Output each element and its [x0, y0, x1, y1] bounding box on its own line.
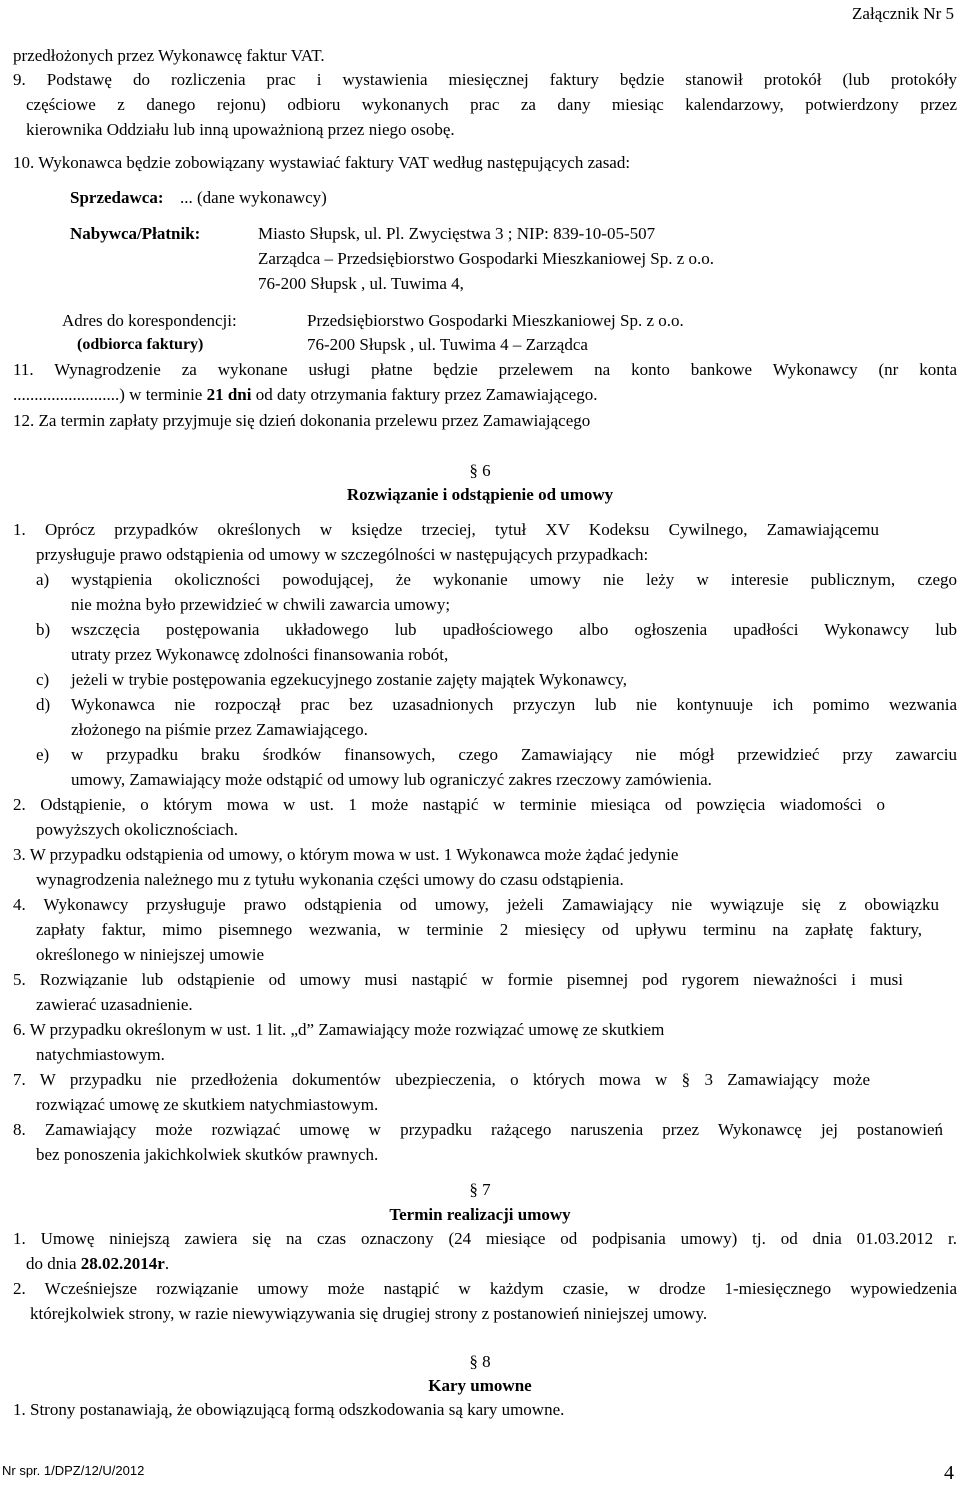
- paragraph-9-line-2: częściowe z danego rejonu) odbioru wykonanych prac za dany miesiąc kalendarzowy, potwierdzony przez: [26, 95, 957, 114]
- item-b-line-1: wszczęcia postępowania układowego lub upadłościowego albo ogłoszenia upadłości Wykonawcy lub: [71, 620, 957, 639]
- s6-point-4-line-3: określonego w niniejszej umowie: [36, 945, 265, 964]
- page-number: 4: [944, 1462, 954, 1484]
- item-b-line-2: utraty przez Wykonawcę zdolności finansowania robót,: [71, 645, 449, 664]
- footer-reference: Nr spr. 1/DPZ/12/U/2012: [2, 1463, 145, 1478]
- item-d-line-1: Wykonawca nie rozpoczął prac bez uzasadnionych przyczyn lub nie kontynuuje ich pomimo wezwania: [71, 695, 957, 714]
- s6-point-7-line-1: 7. W przypadku nie przedłożenia dokumentów ubezpieczenia, o których mowa w § 3 Zamawiający może: [13, 1070, 870, 1089]
- paragraph-11-line-2: [13, 383, 597, 408]
- buyer-line-2: Zarządca – Przedsiębiorstwo Gospodarki Mieszkaniowej Sp. z o.o.: [258, 249, 715, 268]
- section-7-number: § 7: [469, 1180, 491, 1199]
- s6-point-5-line-1: 5. Rozwiązanie lub odstąpienie od umowy musi nastąpić w formie pisemnej pod rygorem nieważności i musi: [13, 970, 903, 989]
- text: .: [164, 1254, 170, 1273]
- text: od daty otrzymania faktury przez Zamawiającego.: [251, 385, 598, 404]
- section-8-number: § 8: [469, 1352, 491, 1371]
- s7-p1-line-2: [26, 1252, 169, 1277]
- s6-point-4-line-1: 4. Wykonawcy przysługuje prawo odstąpienia od umowy, jeżeli Zamawiający nie wywiązuje się z obowiązku: [13, 895, 939, 914]
- paragraph-9-line-3: kierownika Oddziału lub inną upoważnioną przez niego osobę.: [26, 120, 455, 139]
- item-a-line-2: nie można było przewidzieć w chwili zawarcia umowy;: [71, 595, 451, 614]
- attachment-label: Załącznik Nr 5: [852, 4, 954, 23]
- paragraph-9-line-1: 9. Podstawę do rozliczenia prac i wystawienia miesięcznej faktury będzie stanowił protokół (lub protokóły: [13, 70, 957, 89]
- seller-value: ... (dane wykonawcy): [180, 188, 327, 207]
- item-c-line-1: jeżeli w trybie postępowania egzekucyjnego zostanie zajęty majątek Wykonawcy,: [71, 670, 627, 689]
- section-6-title: Rozwiązanie i odstąpienie od umowy: [346, 485, 614, 504]
- paragraph-10: 10. Wykonawca będzie zobowiązany wystawiać faktury VAT według następujących zasad:: [13, 153, 631, 172]
- s6-point-7-line-2: rozwiązać umowę ze skutkiem natychmiastowym.: [36, 1095, 379, 1114]
- seller-label: Sprzedawca:: [70, 188, 164, 207]
- s6-point-8-line-2: bez ponoszenia jakichkolwiek skutków prawnych.: [36, 1145, 379, 1164]
- section-7-title: Termin realizacji umowy: [389, 1205, 571, 1224]
- s6-point-8-line-1: 8. Zamawiający może rozwiązać umowę w przypadku rażącego naruszenia przez Wykonawcę jej postanowień: [13, 1120, 943, 1139]
- item-e-line-1: w przypadku braku środków finansowych, czego Zamawiający nie mógł przewidzieć przy zawarciu: [71, 745, 957, 764]
- s6-point-3-line-1: 3. W przypadku odstąpienia od umowy, o którym mowa w ust. 1 Wykonawca może żądać jedynie: [13, 845, 679, 864]
- dots: .........................: [13, 385, 120, 404]
- s6-point-6-line-2: natychmiastowym.: [36, 1045, 165, 1064]
- s6-point-2-line-1: 2. Odstąpienie, o którym mowa w ust. 1 może nastąpić w terminie miesiąca od powzięcia wiadomości o: [13, 795, 885, 814]
- payment-days: 21 dni: [206, 385, 252, 404]
- section-6-number: § 6: [469, 461, 491, 480]
- buyer-label: Nabywca/Płatnik:: [70, 224, 201, 243]
- s6-point-3-line-2: wynagrodzenia należnego mu z tytułu wykonania części umowy do czasu odstąpienia.: [36, 870, 624, 889]
- text-line: przedłożonych przez Wykonawcę faktur VAT.: [13, 46, 325, 65]
- s7-p1-line-1: 1. Umowę niniejszą zawiera się na czas oznaczony (24 miesiące od podpisania umowy) tj. od dnia 01.03.2012 r.: [13, 1229, 957, 1248]
- buyer-line-3: 76-200 Słupsk , ul. Tuwima 4,: [258, 274, 464, 293]
- s8-p1: 1. Strony postanawiają, że obowiązującą formą odszkodowania są kary umowne.: [13, 1400, 565, 1419]
- s7-p2-line-2: którejkolwiek strony, w razie niewywiązywania się drugiej strony z postanowień niniejszej umowy.: [30, 1304, 708, 1323]
- item-e-line-2: umowy, Zamawiający może odstąpić od umowy lub ograniczyć zakres rzeczowy zamówienia.: [71, 770, 712, 789]
- item-d-label: d): [36, 695, 51, 714]
- s6-point-2-line-2: powyższych okolicznościach.: [36, 820, 239, 839]
- paragraph-11-line-1: 11. Wynagrodzenie za wykonane usługi płatne będzie przelewem na konto bankowe Wykonawcy (nr konta: [13, 360, 957, 379]
- buyer-line-1: Miasto Słupsk, ul. Pl. Zwycięstwa 3 ; NIP: 839-10-05-507: [258, 224, 656, 243]
- address-label: Adres do korespondencji:: [62, 311, 237, 330]
- section-8-title: Kary umowne: [428, 1376, 532, 1395]
- item-e-label: e): [36, 745, 50, 764]
- item-b-label: b): [36, 620, 51, 639]
- s6-point-4-line-2: zapłaty faktur, mimo pisemnego wezwania, w terminie 2 miesięcy od upływu terminu na zapłatę faktury,: [36, 920, 922, 939]
- s6-point-6-line-1: 6. W przypadku określonym w ust. 1 lit. „d” Zamawiający może rozwiązać umowę ze skutkiem: [13, 1020, 665, 1039]
- address-line-1: Przedsiębiorstwo Gospodarki Mieszkaniowej Sp. z o.o.: [307, 311, 684, 330]
- item-c-label: c): [36, 670, 50, 689]
- item-d-line-2: złożonego na piśmie przez Zamawiającego.: [71, 720, 368, 739]
- item-a-label: a): [36, 570, 50, 589]
- item-a-line-1: wystąpienia okoliczności powodującej, że wykonanie umowy nie leży w interesie publicznym, czego: [71, 570, 957, 589]
- s6-p1-line-2: przysługuje prawo odstąpienia od umowy w szczególności w następujących przypadkach:: [36, 545, 649, 564]
- address-sublabel: (odbiorca faktury): [77, 336, 204, 353]
- s6-p1-line-1: 1. Oprócz przypadków określonych w księdze trzeciej, tytuł XV Kodeksu Cywilnego, Zamawiającemu: [13, 520, 879, 539]
- address-line-2: 76-200 Słupsk , ul. Tuwima 4 – Zarządca: [307, 335, 588, 354]
- text: ) w terminie: [119, 385, 207, 404]
- paragraph-12: 12. Za termin zapłaty przyjmuje się dzień dokonania przelewu przez Zamawiającego: [13, 411, 591, 430]
- s6-point-5-line-2: zawierać uzasadnienie.: [36, 995, 193, 1014]
- s7-p2-line-1: 2. Wcześniejsze rozwiązanie umowy może nastąpić w każdym czasie, w drodze 1-miesięcznego wypowiedzenia: [13, 1279, 957, 1298]
- text: do dnia: [26, 1254, 81, 1273]
- end-date: 28.02.2014r: [80, 1254, 165, 1273]
